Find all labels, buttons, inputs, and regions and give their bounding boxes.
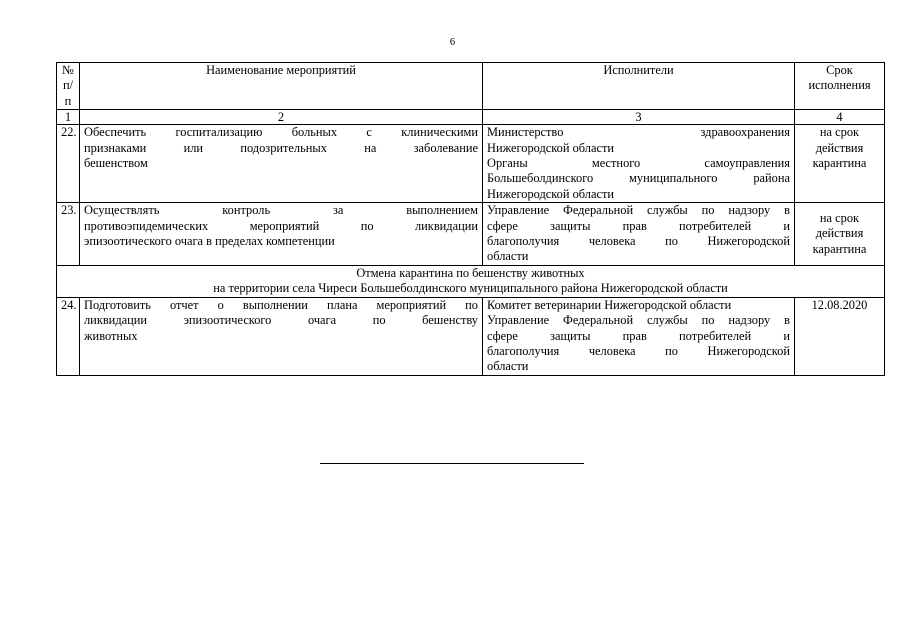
row-number: 23. [57,203,80,266]
column-index-3: 3 [483,110,795,125]
header-term-line2: исполнения [808,78,871,93]
header-executors: Исполнители [483,63,795,110]
executors-text-line: Органы местного самоуправления [487,156,790,171]
term-text-line: карантина [812,241,867,256]
term-text-line: на срок [819,125,860,140]
section-header-row [57,265,885,297]
executors-text-line: благополучия человека по Нижегородской [487,234,790,249]
executors-text-line: Нижегородской области [487,186,615,201]
executors-text-line: Управление Федеральной службы по надзору в [487,313,790,328]
executors-text-line: Комитет ветеринарии Нижегородской области [487,297,732,312]
row-number: 24. [57,297,80,375]
column-index-row [57,110,885,125]
executors-cell [483,203,795,266]
measure-text-line: Подготовить отчет о выполнении плана мероприятий по [84,297,478,312]
header-term [795,63,885,110]
table-row [57,125,885,203]
measure-cell [80,297,483,375]
executors-text-line: области [487,249,529,264]
term-cell [795,125,885,203]
executors-cell [483,297,795,375]
term-text-line: действия [815,140,864,155]
header-term-line1: Срок [826,63,853,77]
term-cell: 12.08.2020 [795,297,885,375]
table-header-row [57,63,885,110]
table-row [57,203,885,266]
measure-cell [80,203,483,266]
header-number-line1: № [62,63,74,77]
executors-text-line: Большеболдинского муниципального района [487,171,790,186]
measure-text-line: Обеспечить госпитализацию больных с клиническими [84,125,478,140]
term-text-line: на срок [819,210,860,225]
measure-text-line: эпизоотического очага в пределах компетенции [84,234,335,249]
header-measures: Наименование мероприятий [80,63,483,110]
executors-text-line: Нижегородской области [487,140,615,155]
executors-text-line: области [487,359,529,374]
executors-text-line: Управление Федеральной службы по надзору в [487,203,790,218]
header-number-line2: п/п [62,78,74,108]
column-index-4: 4 [795,110,885,125]
column-index-2: 2 [80,110,483,125]
term-cell [795,203,885,266]
measure-text-line: животных [84,328,138,343]
executors-text-line: Министерство здравоохранения [487,125,790,140]
measure-text-line: ликвидации эпизоотического очага по бешенству [84,313,478,328]
signature-line [320,463,584,464]
term-text-line: действия [815,226,864,241]
section-title-line1: Отмена карантина по бешенству животных [356,265,585,280]
executors-text-line: сфере защиты прав потребителей и [487,328,790,343]
executors-text-line: благополучия человека по Нижегородской [487,343,790,358]
executors-text-line: сфере защиты прав потребителей и [487,218,790,233]
measure-text-line: противоэпидемических мероприятий по ликвидации [84,218,478,233]
measure-cell [80,125,483,203]
measure-text-line: Осуществлять контроль за выполнением [84,203,478,218]
measure-text-line: признаками или подозрительных на заболевание [84,140,478,155]
page-number: 6 [449,37,456,48]
section-header [57,265,885,297]
executors-cell [483,125,795,203]
row-number: 22. [57,125,80,203]
measures-table [56,62,885,376]
column-index-1: 1 [57,110,80,125]
table-row [57,297,885,375]
section-title-line2: на территории села Чиреси Большеболдинского муниципального района Нижегородской области [213,281,728,296]
header-number [57,63,80,110]
term-text-line: карантина [812,156,867,171]
measure-text-line: бешенством [84,156,148,171]
